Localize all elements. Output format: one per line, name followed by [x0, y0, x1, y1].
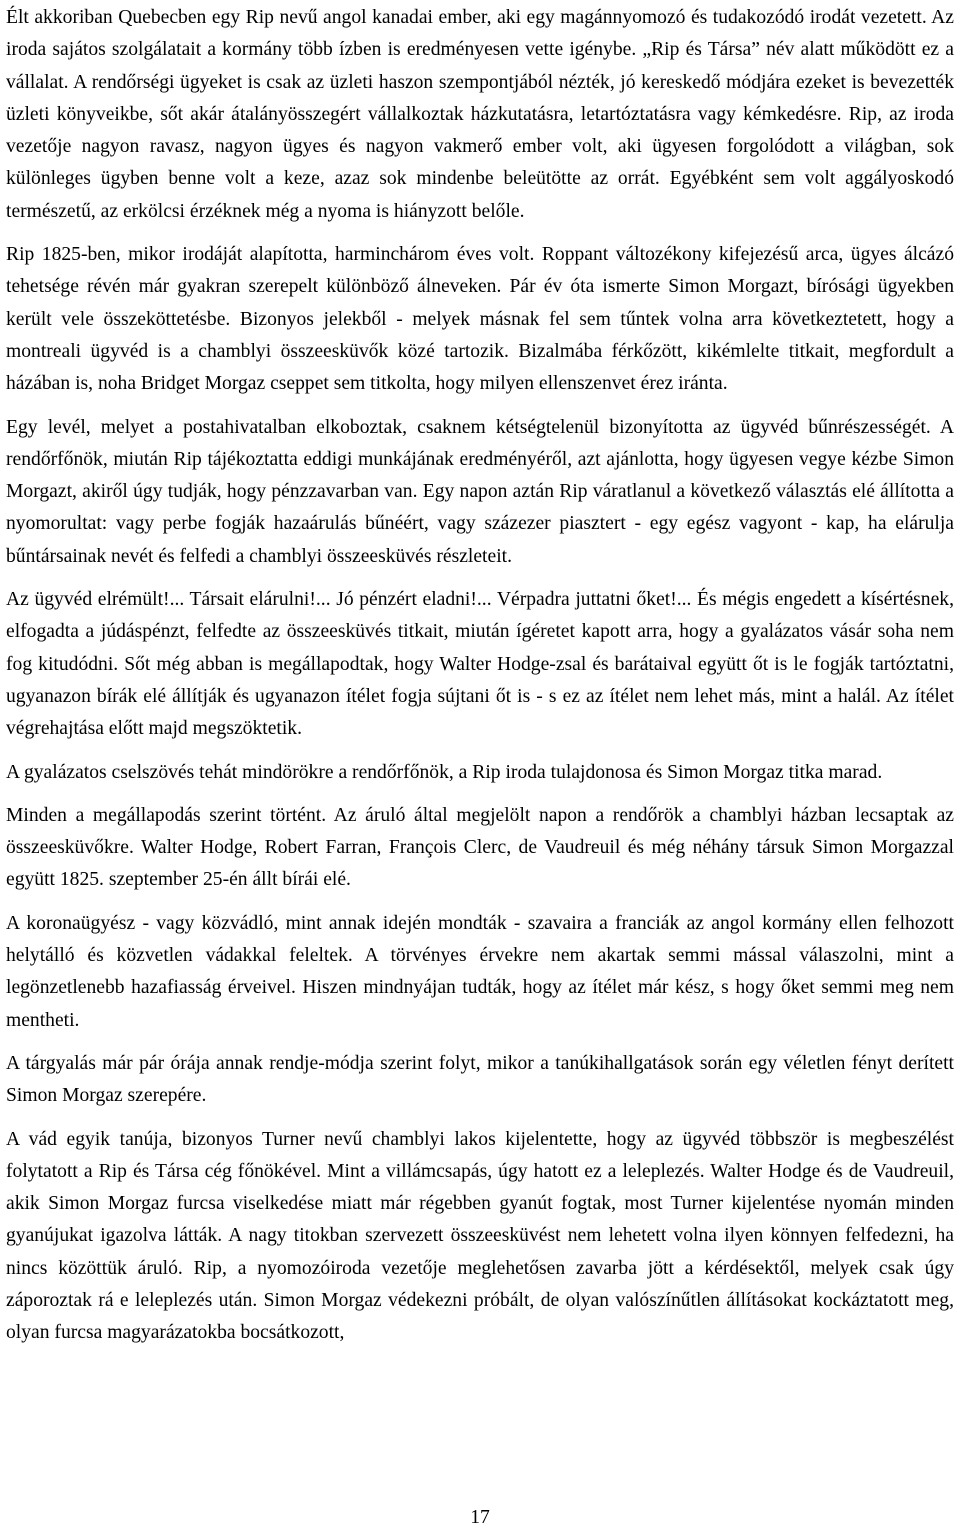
page-number: 17: [470, 1507, 490, 1528]
paragraph: Minden a megállapodás szerint történt. Az áruló által megjelölt napon a rendőrök a chamblyi házban lecsaptak az összeesküvőkre. Walter Hodge, Robert Farran, François Clerc, de Vaudreuil és még néhány társuk Simon Morgazzal együtt 1825. szeptember 25-én állt bírái elé.: [6, 804, 954, 891]
paragraph: Az ügyvéd elrémült!... Társait elárulni!... Jó pénzért eladni!... Vérpadra juttatni őket!... És mégis engedett a kísértésnek, elfogadta a júdáspénzt, felfedte az összeesküvés titkait, miután ígéretet kapott arra, hogy a gyalázatos vásár soha nem fog kitudódni. Sőt még abban is megállapodtak, hogy Walter Hodge-zsal és barátaival együtt őt is le fogják tartóztatni, ugyanazon bírák elé állítják és ugyanazon ítélet fogja sújtani őt is - s ez az ítélet nem lehet más, mint a halál. Az ítélet végrehajtása előtt majd megszöktetik.: [6, 589, 954, 740]
book-page-body: [6, 2, 954, 1361]
paragraph: A gyalázatos cselszövés tehát mindörökre a rendőrfőnök, a Rip iroda tulajdonosa és Simon Morgaz titka marad.: [6, 761, 883, 783]
paragraph: Élt akkoriban Quebecben egy Rip nevű angol kanadai ember, aki egy magánnyomozó és tudakozódó irodát vezetett. Az iroda sajátos szolgálatait a kormány több ízben is eredményesen vette igénybe. „Rip és Társa” név alatt működött ez a vállalat. A rendőrségi ügyeket is csak az üzleti haszon szempontjából nézték, jó kereskedő módjára ezeket is bevezették üzleti könyveikbe, sőt akár átalányösszegért vállalkoztak házkutatásra, letartóztatásra vagy kémkedésre. Rip, az iroda vezetője nagyon ravasz, nagyon ügyes és nagyon vakmerő ember volt, aki ügyesen forgolódott a világban, sok különleges ügyben benne volt a keze, azaz sok mindenbe beleütötte az orrát. Egyébként sem volt aggályoskodó természetű, az erkölcsi érzéknek még a nyoma is hiányzott belőle.: [6, 7, 954, 222]
paragraph: A koronaügyész - vagy közvádló, mint annak idején mondták - szavaira a franciák az angol kormány ellen felhozott helytálló és közvetlen vádakkal feleltek. A törvényes érvekre nem akartak semmi mással válaszolni, mint a legönzetlenebb hazafiasság érveivel. Hiszen mindnyájan tudták, hogy az ítélet már kész, s hogy őket semmi meg nem mentheti.: [6, 912, 954, 1031]
paragraph: Egy levél, melyet a postahivatalban elkoboztak, csaknem kétségtelenül bizonyította az ügyvéd bűnrészességét. A rendőrfőnök, miután Rip tájékoztatta eddigi munkájának eredményéről, azt ajánlotta, hogy ügyesen vegye kézbe Simon Morgazt, akiről úgy tudják, hogy pénzzavarban van. Egy napon aztán Rip váratlanul a következő választás elé állította a nyomorultat: vagy perbe fogják hazaárulás bűnéért, vagy százezer piasztert - egy egész vagyont - kap, ha elárulja bűntársainak nevét és felfedi a chamblyi összeesküvés részleteit.: [6, 416, 954, 567]
paragraph: A vád egyik tanúja, bizonyos Turner nevű chamblyi lakos kijelentette, hogy az ügyvéd többször is megbeszélést folytatott a Rip és Társa cég főnökével. Mint a villámcsapás, úgy hatott ez a leleplezés. Walter Hodge és de Vaudreuil, akik Simon Morgaz furcsa viselkedése miatt már régebben gyanút fogtak, most Turner kijelentése nyomán minden gyanújukat igazolva látták. A nagy titokban szervezett összeesküvést nem lehetett volna ilyen könnyen felfedezni, ha nincs közöttük áruló. Rip, a nyomozóiroda vezetője meglehetősen zavarba jött a kérdésektől, melyek csak úgy záporoztak rá e leleplezés után. Simon Morgaz védekezni próbált, de olyan valószínűtlen állításokat kockáztatott meg, olyan furcsa magyarázatokba bocsátkozott,: [6, 1128, 954, 1344]
paragraph: A tárgyalás már pár órája annak rendje-módja szerint folyt, mikor a tanúkihallgatások során egy véletlen fényt derített Simon Morgaz szerepére.: [6, 1052, 954, 1107]
paragraph: Rip 1825-ben, mikor irodáját alapította, harminchárom éves volt. Roppant változékony kifejezésű arca, ügyes álcázó tehetsége révén már gyakran szerepelt különböző álneveken. Pár év óta ismerte Simon Morgazt, bírósági ügyekben került vele összeköttetésbe. Bizonyos jelekből - melyek másnak fel sem tűntek volna arra következtetett, hogy a montreali ügyvéd is a chamblyi összeesküvők közé tartozik. Bizalmába férkőzött, kikémlelte titkait, megfordult a házában is, noha Bridget Morgaz cseppet sem titkolta, hogy milyen ellenszenvet érez iránta.: [6, 244, 954, 395]
